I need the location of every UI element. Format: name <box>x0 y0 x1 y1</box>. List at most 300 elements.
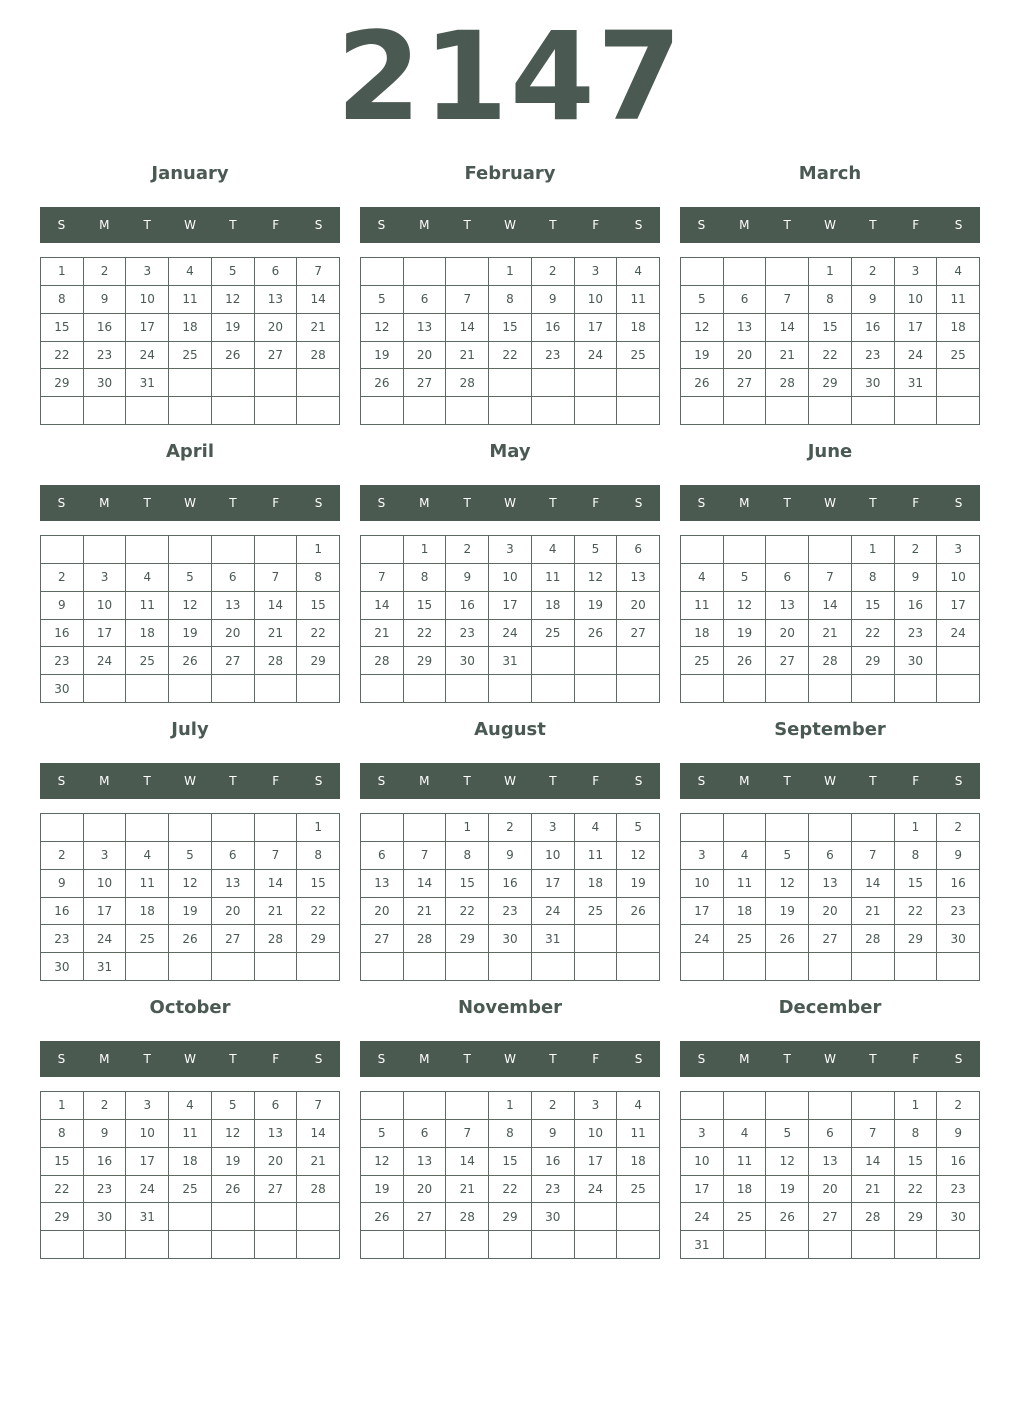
empty-day-cell <box>532 1231 575 1259</box>
day-cell: 23 <box>532 1176 575 1204</box>
empty-day-cell <box>212 369 255 397</box>
empty-day-cell <box>361 814 404 842</box>
day-cell: 10 <box>575 1120 618 1148</box>
empty-day-cell <box>766 258 809 286</box>
empty-day-cell <box>84 397 127 425</box>
weekday-label: S <box>634 218 643 232</box>
day-cell: 22 <box>852 620 895 648</box>
day-cell: 9 <box>937 1120 980 1148</box>
day-cell: 6 <box>255 258 298 286</box>
day-cell: 9 <box>937 842 980 870</box>
day-cell: 20 <box>809 898 852 926</box>
day-cell: 24 <box>681 1203 724 1231</box>
day-cell: 26 <box>212 1176 255 1204</box>
empty-day-cell <box>255 1203 298 1231</box>
day-cell: 22 <box>895 898 938 926</box>
empty-day-cell <box>895 953 938 981</box>
day-cell: 19 <box>212 1148 255 1176</box>
day-cell: 20 <box>724 342 767 370</box>
empty-day-cell <box>575 675 618 703</box>
day-cell: 11 <box>575 842 618 870</box>
day-cell: 18 <box>724 898 767 926</box>
day-cell: 28 <box>446 369 489 397</box>
day-cell: 23 <box>84 1176 127 1204</box>
day-cell: 17 <box>532 870 575 898</box>
day-cell: 29 <box>852 647 895 675</box>
day-cell: 30 <box>84 1203 127 1231</box>
empty-day-cell <box>446 675 489 703</box>
day-cell: 27 <box>724 369 767 397</box>
day-cell: 2 <box>84 1092 127 1120</box>
weekday-label: W <box>184 774 196 788</box>
empty-day-cell <box>617 675 660 703</box>
day-cell: 3 <box>681 842 724 870</box>
empty-day-cell <box>404 814 447 842</box>
day-cell: 15 <box>41 314 84 342</box>
day-cell: 19 <box>169 620 212 648</box>
day-cell: 17 <box>681 898 724 926</box>
day-cell: 5 <box>361 1120 404 1148</box>
weekday-label: F <box>912 774 920 788</box>
day-cell: 8 <box>41 286 84 314</box>
empty-day-cell <box>575 925 618 953</box>
day-cell: 18 <box>532 592 575 620</box>
empty-day-cell <box>724 953 767 981</box>
day-cell: 4 <box>937 258 980 286</box>
day-cell: 3 <box>575 1092 618 1120</box>
day-cell: 26 <box>766 1203 809 1231</box>
weekday-label: T <box>869 496 877 510</box>
day-cell: 29 <box>41 1203 84 1231</box>
day-cell: 10 <box>126 1120 169 1148</box>
empty-day-cell <box>724 814 767 842</box>
empty-day-cell <box>575 397 618 425</box>
day-cell: 17 <box>126 1148 169 1176</box>
day-cell: 11 <box>126 870 169 898</box>
year-title: 2147 <box>336 6 684 148</box>
empty-day-cell <box>84 675 127 703</box>
weekday-label: T <box>463 1052 471 1066</box>
day-cell: 29 <box>809 369 852 397</box>
day-cell: 22 <box>404 620 447 648</box>
day-cell: 11 <box>617 286 660 314</box>
day-cell: 27 <box>361 925 404 953</box>
day-cell: 8 <box>404 564 447 592</box>
day-cell: 10 <box>681 870 724 898</box>
day-cell: 29 <box>446 925 489 953</box>
day-cell: 23 <box>84 342 127 370</box>
day-cell: 4 <box>681 564 724 592</box>
day-cell: 5 <box>724 564 767 592</box>
day-cell: 24 <box>84 925 127 953</box>
day-cell: 19 <box>681 342 724 370</box>
month-title: September <box>774 719 886 740</box>
weekday-label: M <box>739 774 750 788</box>
day-cell: 22 <box>489 1176 532 1204</box>
day-cell: 20 <box>361 898 404 926</box>
empty-day-cell <box>575 647 618 675</box>
day-cell: 30 <box>895 647 938 675</box>
day-cell: 25 <box>681 647 724 675</box>
day-cell: 10 <box>126 286 169 314</box>
day-cell: 16 <box>532 314 575 342</box>
weekday-label: T <box>229 774 237 788</box>
weekday-label: S <box>697 1052 706 1066</box>
weekday-label: F <box>272 1052 280 1066</box>
day-cell: 3 <box>681 1120 724 1148</box>
day-cell: 28 <box>766 369 809 397</box>
weekday-label: S <box>954 1052 963 1066</box>
day-cell: 20 <box>255 314 298 342</box>
empty-day-cell <box>446 258 489 286</box>
day-cell: 7 <box>852 842 895 870</box>
weekday-label: W <box>824 496 836 510</box>
day-cell: 12 <box>766 1148 809 1176</box>
weekday-label: M <box>99 218 110 232</box>
day-cell: 15 <box>446 870 489 898</box>
day-cell: 1 <box>895 1092 938 1120</box>
day-cell: 14 <box>404 870 447 898</box>
empty-day-cell <box>809 1231 852 1259</box>
day-cell: 25 <box>724 925 767 953</box>
day-cell: 16 <box>937 870 980 898</box>
day-cell: 11 <box>169 1120 212 1148</box>
day-cell: 12 <box>681 314 724 342</box>
day-cell: 8 <box>446 842 489 870</box>
day-cell: 25 <box>126 647 169 675</box>
empty-day-cell <box>404 953 447 981</box>
day-cell: 4 <box>169 1092 212 1120</box>
weekday-label: M <box>419 496 430 510</box>
day-cell: 14 <box>255 592 298 620</box>
day-cell: 13 <box>766 592 809 620</box>
day-cell: 12 <box>724 592 767 620</box>
empty-day-cell <box>724 1231 767 1259</box>
empty-day-cell <box>446 397 489 425</box>
weekday-label: S <box>314 1052 323 1066</box>
day-cell: 27 <box>255 1176 298 1204</box>
weekday-label: T <box>549 496 557 510</box>
empty-day-cell <box>766 1092 809 1120</box>
day-cell: 23 <box>446 620 489 648</box>
month-title: August <box>474 719 546 740</box>
day-cell: 6 <box>212 564 255 592</box>
day-cell: 31 <box>126 369 169 397</box>
day-cell: 28 <box>255 647 298 675</box>
day-cell: 4 <box>617 1092 660 1120</box>
empty-day-cell <box>489 397 532 425</box>
day-cell: 16 <box>84 314 127 342</box>
day-cell: 29 <box>41 369 84 397</box>
day-cell: 21 <box>766 342 809 370</box>
empty-day-cell <box>404 1092 447 1120</box>
day-cell: 23 <box>41 925 84 953</box>
empty-day-cell <box>404 258 447 286</box>
weekday-label: M <box>419 218 430 232</box>
day-cell: 8 <box>809 286 852 314</box>
empty-day-cell <box>169 814 212 842</box>
weekday-label: M <box>739 496 750 510</box>
day-cell: 28 <box>255 925 298 953</box>
day-grid <box>360 535 660 703</box>
empty-day-cell <box>895 1231 938 1259</box>
weekday-label: T <box>143 218 151 232</box>
weekday-label: M <box>99 1052 110 1066</box>
day-grid <box>680 1091 980 1259</box>
empty-day-cell <box>255 536 298 564</box>
day-cell: 25 <box>126 925 169 953</box>
day-cell: 1 <box>41 258 84 286</box>
day-cell: 23 <box>489 898 532 926</box>
day-cell: 15 <box>895 1148 938 1176</box>
day-cell: 21 <box>255 620 298 648</box>
day-cell: 24 <box>126 1176 169 1204</box>
empty-day-cell <box>169 1203 212 1231</box>
day-cell: 13 <box>255 286 298 314</box>
day-cell: 18 <box>681 620 724 648</box>
weekday-label: T <box>229 218 237 232</box>
day-cell: 7 <box>446 286 489 314</box>
day-cell: 30 <box>446 647 489 675</box>
empty-day-cell <box>937 647 980 675</box>
day-cell: 23 <box>937 898 980 926</box>
day-cell: 25 <box>575 898 618 926</box>
day-cell: 11 <box>532 564 575 592</box>
weekday-label: W <box>504 1052 516 1066</box>
day-cell: 14 <box>446 314 489 342</box>
day-cell: 16 <box>446 592 489 620</box>
empty-day-cell <box>724 258 767 286</box>
weekday-label: S <box>697 218 706 232</box>
day-cell: 22 <box>489 342 532 370</box>
day-cell: 2 <box>937 814 980 842</box>
day-cell: 1 <box>895 814 938 842</box>
day-cell: 15 <box>489 314 532 342</box>
empty-day-cell <box>532 397 575 425</box>
day-cell: 9 <box>84 286 127 314</box>
weekday-label: S <box>314 774 323 788</box>
day-cell: 9 <box>41 870 84 898</box>
month-title: June <box>807 441 853 462</box>
day-cell: 29 <box>297 925 340 953</box>
day-cell: 11 <box>681 592 724 620</box>
day-cell: 31 <box>126 1203 169 1231</box>
day-cell: 13 <box>361 870 404 898</box>
day-cell: 12 <box>212 1120 255 1148</box>
day-cell: 23 <box>895 620 938 648</box>
weekday-label: S <box>57 1052 66 1066</box>
weekday-label: S <box>377 218 386 232</box>
day-cell: 19 <box>766 898 809 926</box>
empty-day-cell <box>681 536 724 564</box>
empty-day-cell <box>126 536 169 564</box>
weekday-label: F <box>592 496 600 510</box>
day-cell: 25 <box>617 1176 660 1204</box>
day-cell: 14 <box>297 1120 340 1148</box>
day-cell: 28 <box>446 1203 489 1231</box>
day-cell: 8 <box>895 842 938 870</box>
day-cell: 19 <box>766 1176 809 1204</box>
day-cell: 7 <box>404 842 447 870</box>
day-grid <box>680 535 980 703</box>
day-cell: 17 <box>84 898 127 926</box>
empty-day-cell <box>809 1092 852 1120</box>
day-cell: 21 <box>852 1176 895 1204</box>
day-cell: 27 <box>404 369 447 397</box>
day-cell: 19 <box>212 314 255 342</box>
empty-day-cell <box>361 1231 404 1259</box>
empty-day-cell <box>404 675 447 703</box>
day-cell: 29 <box>895 925 938 953</box>
day-cell: 5 <box>617 814 660 842</box>
day-cell: 29 <box>297 647 340 675</box>
empty-day-cell <box>255 369 298 397</box>
empty-day-cell <box>809 953 852 981</box>
day-cell: 26 <box>361 369 404 397</box>
day-cell: 3 <box>937 536 980 564</box>
empty-day-cell <box>937 397 980 425</box>
empty-day-cell <box>617 647 660 675</box>
day-cell: 30 <box>41 953 84 981</box>
weekday-label: M <box>99 496 110 510</box>
weekday-label: T <box>463 496 471 510</box>
day-cell: 11 <box>169 286 212 314</box>
day-cell: 27 <box>255 342 298 370</box>
empty-day-cell <box>681 675 724 703</box>
empty-day-cell <box>126 953 169 981</box>
empty-day-cell <box>809 536 852 564</box>
empty-day-cell <box>297 397 340 425</box>
day-cell: 21 <box>361 620 404 648</box>
day-cell: 6 <box>766 564 809 592</box>
empty-day-cell <box>681 397 724 425</box>
day-cell: 7 <box>297 1092 340 1120</box>
day-cell: 28 <box>297 1176 340 1204</box>
day-cell: 13 <box>212 592 255 620</box>
empty-day-cell <box>255 675 298 703</box>
day-cell: 13 <box>724 314 767 342</box>
day-cell: 6 <box>361 842 404 870</box>
day-cell: 15 <box>297 592 340 620</box>
day-cell: 3 <box>84 842 127 870</box>
empty-day-cell <box>766 1231 809 1259</box>
empty-day-cell <box>212 536 255 564</box>
weekday-label: T <box>143 774 151 788</box>
weekday-label: S <box>57 774 66 788</box>
empty-day-cell <box>532 369 575 397</box>
day-cell: 26 <box>766 925 809 953</box>
empty-day-cell <box>532 647 575 675</box>
day-cell: 8 <box>895 1120 938 1148</box>
day-cell: 1 <box>489 258 532 286</box>
day-cell: 19 <box>724 620 767 648</box>
empty-day-cell <box>617 1231 660 1259</box>
day-grid <box>40 813 340 981</box>
empty-day-cell <box>126 1231 169 1259</box>
day-cell: 23 <box>937 1176 980 1204</box>
weekday-header <box>40 1041 340 1077</box>
weekday-label: W <box>184 496 196 510</box>
weekday-label: W <box>504 218 516 232</box>
weekday-header <box>680 207 980 243</box>
empty-day-cell <box>489 1231 532 1259</box>
empty-day-cell <box>126 397 169 425</box>
day-cell: 14 <box>809 592 852 620</box>
empty-day-cell <box>766 536 809 564</box>
weekday-header <box>360 207 660 243</box>
day-cell: 16 <box>84 1148 127 1176</box>
day-cell: 27 <box>617 620 660 648</box>
day-grid <box>40 1091 340 1259</box>
day-cell: 28 <box>852 925 895 953</box>
empty-day-cell <box>361 1092 404 1120</box>
weekday-label: S <box>314 218 323 232</box>
weekday-label: S <box>377 1052 386 1066</box>
day-cell: 18 <box>937 314 980 342</box>
day-cell: 6 <box>809 1120 852 1148</box>
day-cell: 25 <box>617 342 660 370</box>
day-cell: 13 <box>404 1148 447 1176</box>
empty-day-cell <box>446 1231 489 1259</box>
empty-day-cell <box>489 953 532 981</box>
day-cell: 4 <box>724 842 767 870</box>
day-cell: 11 <box>617 1120 660 1148</box>
empty-day-cell <box>617 397 660 425</box>
day-cell: 5 <box>766 842 809 870</box>
empty-day-cell <box>575 1203 618 1231</box>
day-cell: 31 <box>532 925 575 953</box>
empty-day-cell <box>852 397 895 425</box>
day-cell: 9 <box>532 1120 575 1148</box>
empty-day-cell <box>361 258 404 286</box>
day-cell: 27 <box>766 647 809 675</box>
weekday-label: F <box>272 496 280 510</box>
day-cell: 22 <box>446 898 489 926</box>
day-cell: 9 <box>489 842 532 870</box>
day-cell: 26 <box>169 647 212 675</box>
weekday-label: W <box>184 1052 196 1066</box>
weekday-header <box>360 763 660 799</box>
day-cell: 15 <box>852 592 895 620</box>
empty-day-cell <box>169 397 212 425</box>
day-cell: 1 <box>852 536 895 564</box>
day-cell: 24 <box>575 342 618 370</box>
empty-day-cell <box>575 953 618 981</box>
day-cell: 3 <box>84 564 127 592</box>
day-cell: 26 <box>724 647 767 675</box>
day-cell: 12 <box>361 314 404 342</box>
day-cell: 19 <box>361 1176 404 1204</box>
day-cell: 30 <box>852 369 895 397</box>
day-cell: 11 <box>724 870 767 898</box>
empty-day-cell <box>575 1231 618 1259</box>
empty-day-cell <box>617 925 660 953</box>
day-cell: 23 <box>41 647 84 675</box>
day-cell: 21 <box>446 1176 489 1204</box>
day-cell: 16 <box>937 1148 980 1176</box>
empty-day-cell <box>255 1231 298 1259</box>
day-cell: 22 <box>297 898 340 926</box>
day-cell: 13 <box>809 870 852 898</box>
weekday-label: M <box>99 774 110 788</box>
day-cell: 2 <box>446 536 489 564</box>
empty-day-cell <box>681 1092 724 1120</box>
day-cell: 20 <box>404 1176 447 1204</box>
weekday-label: W <box>824 774 836 788</box>
weekday-label: T <box>869 1052 877 1066</box>
day-cell: 27 <box>404 1203 447 1231</box>
empty-day-cell <box>212 953 255 981</box>
